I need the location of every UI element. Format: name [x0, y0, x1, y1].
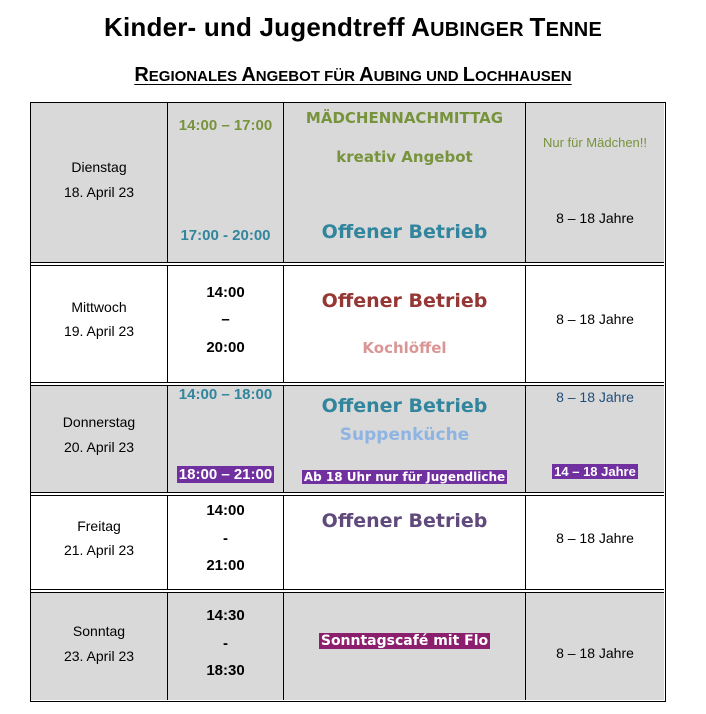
activity-subtitle: Kochlöffel — [362, 339, 447, 357]
age-cell — [525, 386, 664, 492]
time-slot-highlight: 18:00 – 21:00 — [178, 466, 273, 483]
table-row-sonntag — [31, 593, 664, 700]
day-cell — [31, 386, 167, 492]
activity-title: Offener Betrieb — [321, 510, 488, 532]
age-range: 8 – 18 Jahre — [556, 530, 634, 546]
time-dash: - — [223, 530, 228, 547]
activity-cell — [283, 266, 525, 382]
title-text: T — [529, 12, 546, 42]
time-cell — [167, 496, 283, 589]
time-start: 14:30 — [206, 607, 245, 624]
day-name: Freitag — [77, 518, 121, 534]
day-name: Mittwoch — [71, 299, 127, 315]
subtitle-text: UBING UND — [373, 68, 463, 85]
activity-cell — [283, 103, 525, 262]
page-title — [0, 12, 706, 43]
day-date: 18. April 23 — [63, 184, 135, 200]
activity-title: Offener Betrieb — [321, 395, 488, 417]
schedule-table — [30, 102, 666, 702]
time-end: 18:30 — [206, 662, 245, 679]
age-cell — [525, 266, 664, 382]
age-range: 8 – 18 Jahre — [556, 210, 634, 226]
activity-cell — [283, 593, 525, 700]
activity-title: Offener Betrieb — [321, 221, 488, 243]
time-cell — [167, 103, 283, 262]
activity-cell — [283, 496, 525, 589]
day-cell — [31, 266, 167, 382]
title-text: Kinder- und Jugendtreff — [104, 12, 412, 42]
time-cell — [167, 266, 283, 382]
subtitle-text: A — [241, 64, 256, 86]
time-dash: - — [223, 635, 228, 652]
age-range: 8 – 18 Jahre — [556, 389, 634, 405]
time-slot: 14:00 – 18:00 — [178, 386, 273, 403]
day-cell — [31, 496, 167, 589]
time-end: 20:00 — [206, 339, 245, 356]
day-name: Sonntag — [72, 623, 126, 639]
age-cell — [525, 496, 664, 589]
day-date: 20. April 23 — [63, 439, 135, 455]
subtitle-text: EGIONALES — [148, 68, 242, 85]
activity-subtitle: Suppenküche — [339, 425, 470, 445]
time-end: 21:00 — [206, 557, 245, 574]
time-start: 14:00 — [206, 502, 245, 519]
time-cell — [167, 386, 283, 492]
day-date: 19. April 23 — [63, 323, 135, 339]
activity-cell — [283, 386, 525, 492]
age-range: 8 – 18 Jahre — [556, 645, 634, 661]
title-text: ENNE — [545, 19, 602, 41]
day-cell — [31, 103, 167, 262]
table-row-freitag — [31, 496, 664, 589]
time-slot: 14:00 – 17:00 — [178, 117, 273, 134]
table-row-donnerstag — [31, 386, 664, 492]
table-row-dienstag — [31, 103, 664, 262]
age-range: 8 – 18 Jahre — [556, 311, 634, 327]
age-note: Nur für Mädchen!! — [542, 135, 648, 150]
subtitle-text: R — [134, 64, 149, 86]
activity-note-highlight: Ab 18 Uhr nur für Jugendliche — [303, 470, 506, 484]
page-subtitle — [0, 64, 706, 87]
age-cell — [525, 103, 664, 262]
day-date: 21. April 23 — [63, 542, 135, 558]
day-cell — [31, 593, 167, 700]
activity-title-highlight: Sonntagscafé mit Flo — [320, 633, 489, 649]
title-text: A — [411, 12, 431, 42]
age-range-highlight: 14 – 18 Jahre — [554, 464, 636, 479]
title-text: UBINGER — [430, 19, 530, 41]
time-start: 14:00 — [206, 284, 245, 301]
activity-title: Offener Betrieb — [321, 290, 488, 312]
time-slot: 17:00 - 20:00 — [180, 227, 271, 244]
activity-subtitle: kreativ Angebot — [336, 148, 473, 166]
subtitle-text: OCHHAUSEN — [474, 68, 572, 85]
day-name: Dienstag — [71, 159, 127, 175]
age-cell — [525, 593, 664, 700]
subtitle-text: L — [462, 64, 475, 86]
time-cell — [167, 593, 283, 700]
subtitle-text: NGEBOT FÜR — [255, 68, 360, 85]
activity-title: MÄDCHENNACHMITTAG — [305, 109, 504, 127]
subtitle-text: A — [359, 64, 374, 86]
table-row-mittwoch — [31, 266, 664, 382]
day-name: Donnerstag — [62, 414, 136, 430]
time-dash: – — [221, 311, 230, 328]
day-date: 23. April 23 — [63, 648, 135, 664]
